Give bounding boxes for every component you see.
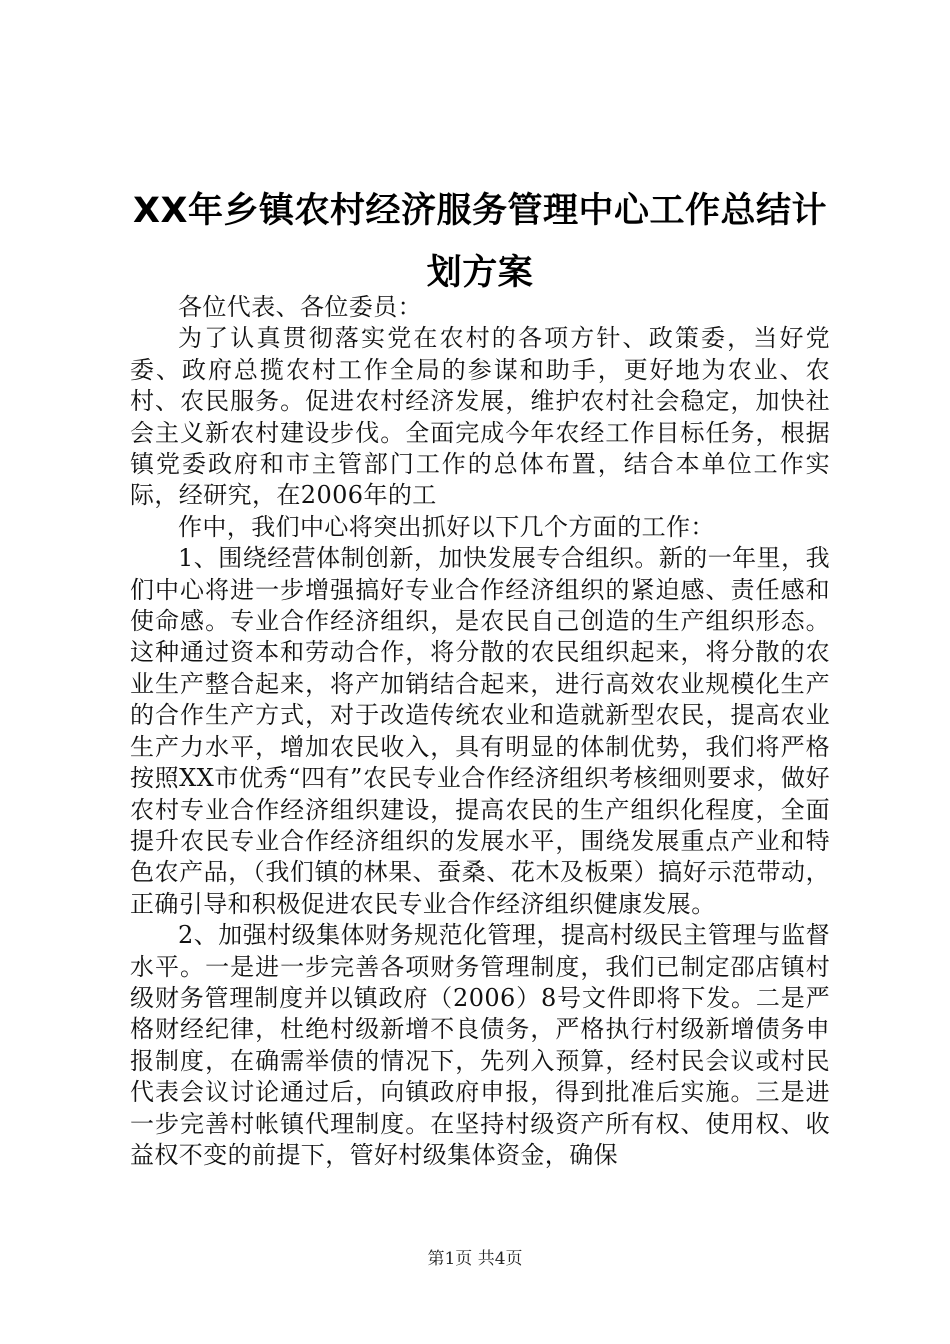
salutation-paragraph: 各位代表、各位委员： — [178, 293, 422, 321]
intro-paragraph: 为了认真贯彻落实党在农村的各项方针、政策委，当好党委、政府总揽农村工作全局的参谋和助手，更好地为农业、农村、农民服务。促进农村经济发展，维护农村社会稳定，加快社会主义新农村建设步伐。全面完成今年农经工作目标任务，根据镇党委政府和市主管部门工作的总体布置，结合本单位工作实际，经研究，在2006年的工 — [130, 324, 830, 510]
document-title: XX年乡镇农村经济服务管理中心工作总结计划方案 — [133, 191, 827, 293]
intro-continuation-paragraph: 作中，我们中心将突出抓好以下几个方面的工作： — [178, 512, 715, 541]
section-2-paragraph: 2、加强村级集体财务规范化管理，提高村级民主管理与监督水平。一是进一步完善各项财务管理制度，我们已制定邵店镇村级财务管理制度并以镇政府（2006）8号文件即将下发。二是严格财经纪律，杜绝村级新增不良债务，严格执行村级新增债务申报制度，在确需举债的情况下，先列入预算，经村民会议或村民代表会议讨论通过后，向镇政府申报，得到批准后实施。三是进一步完善村帐镇代理制度。在坚持村级资产所有权、使用权、收益权不变的前提下，管好村级集体资金，确保 — [130, 921, 830, 1169]
section-1-paragraph: 1、围绕经营体制创新，加快发展专合组织。新的一年里，我们中心将进一步增强搞好专业合作经济组织的紧迫感、责任感和使命感。专业合作经济组织，是农民自己创造的生产组织形态。这种通过资本和劳动合作，将分散的农民组织起来，将分散的农业生产整合起来，将产加销结合起来，进行高效农业规模化生产的合作生产方式，对于改造传统农业和造就新型农民，提高农业生产力水平，增加农民收入，具有明显的体制优势，我们将严格按照XX市优秀“四有”农民专业合作经济组织考核细则要求，做好农村专业合作经济组织建设，提高农民的生产组织化程度，全面提升农民专业合作经济组织的发展水平，围绕发展重点产业和特色农产品，（我们镇的林果、蚕桑、花木及板栗）搞好示范带动，正确引导和积极促进农民专业合作经济组织健康发展。 — [130, 544, 830, 918]
page-footer: 第1页 共4页 — [427, 1249, 523, 1269]
document-body — [130, 292, 830, 1171]
